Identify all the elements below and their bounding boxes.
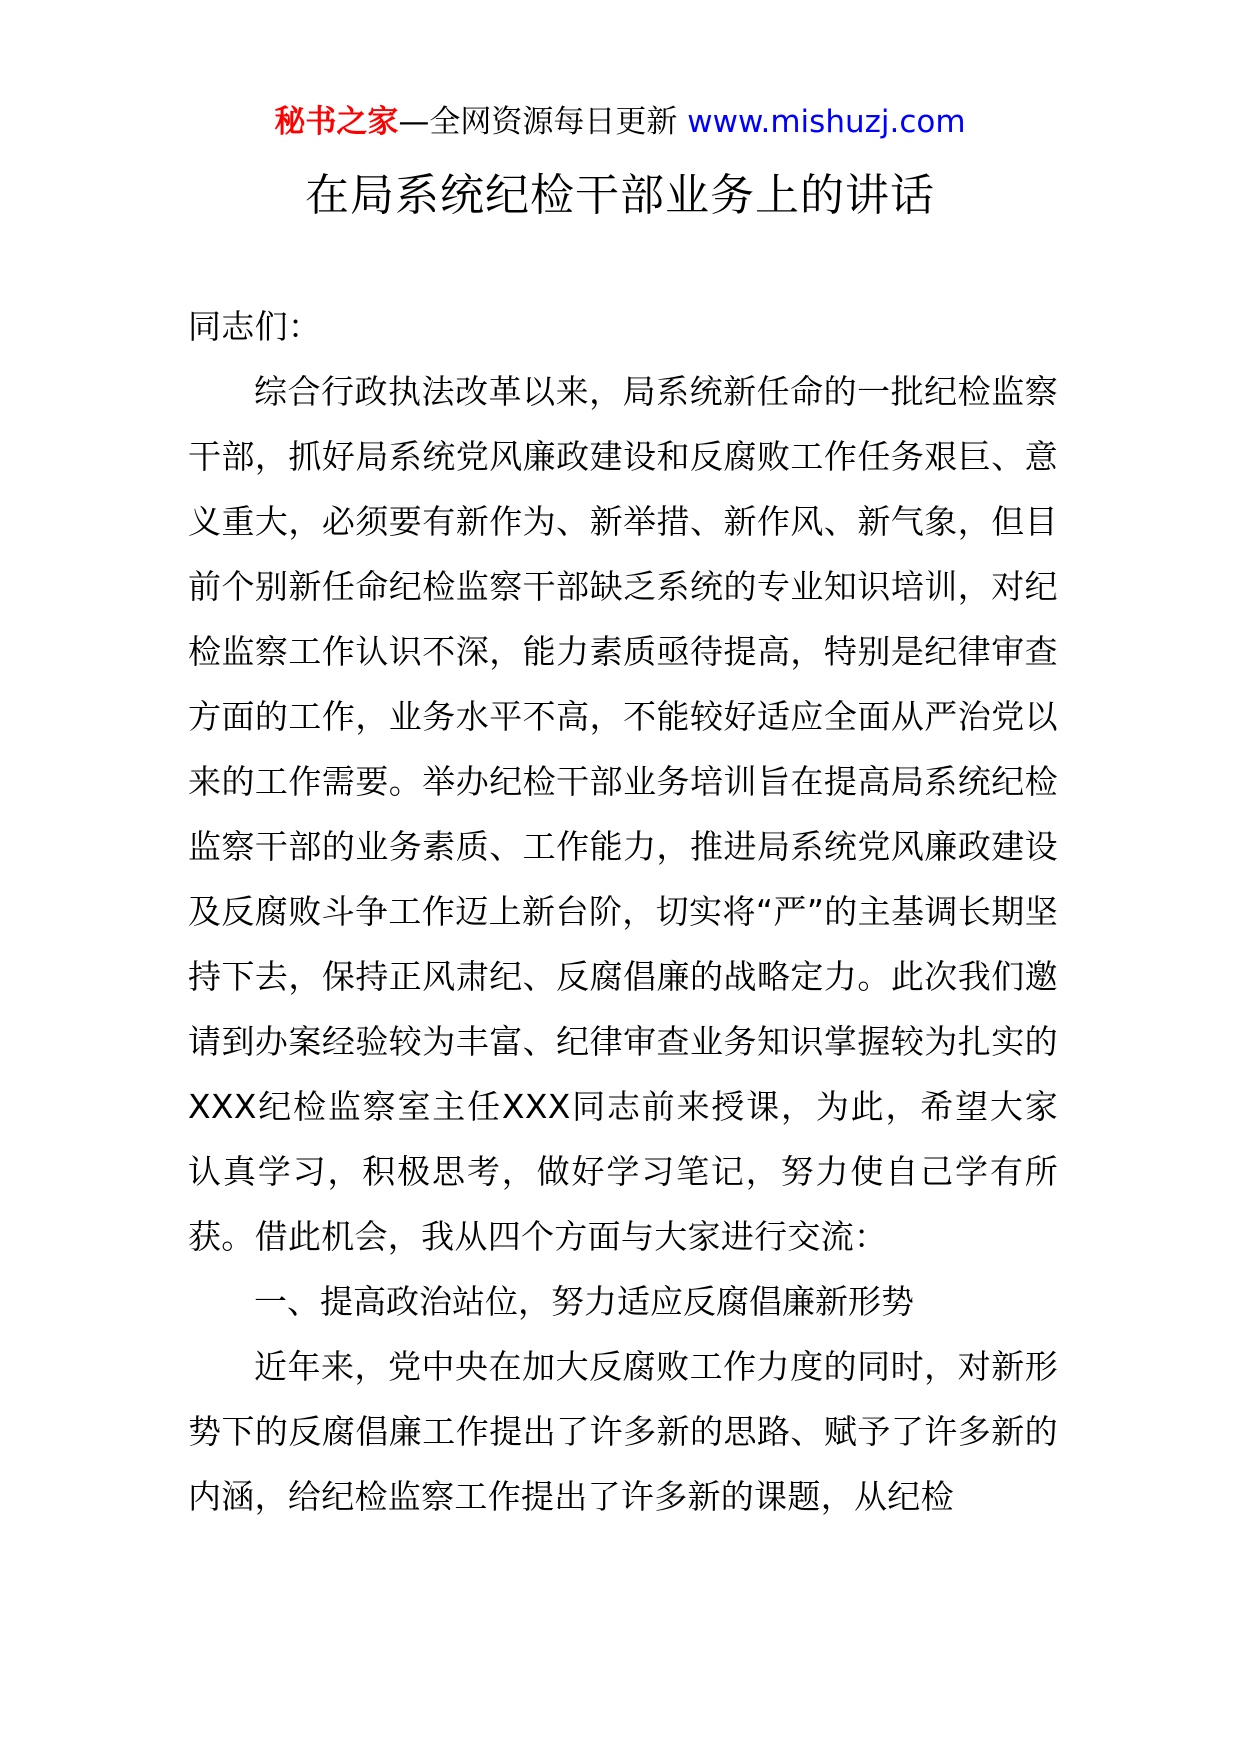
body-paragraph: 综合行政执法改革以来，局系统新任命的一批纪检监察干部，抓好局系统党风廉政建设和反腐败工作任务艰巨、意义重大，必须要有新作为、新举措、新作风、新气象，但目前个别新任命纪检监察干部缺乏系统的专业知识培训，对纪检监察工作认识不深，能力素质亟待提高，特别是纪律审查方面的工作，业务水平不高，不能较好适应全面从严治党以来的工作需要。举办纪检干部业务培训旨在提高局系统纪检监察干部的业务素质、工作能力，推进局系统党风廉政建设及反腐败斗争工作迈上新台阶，切实将“严”的主基调长期坚持下去，保持正风肃纪、反腐倡廉的战略定力。此次我们邀请到办案经验较为丰富、纪律审查业务知识掌握较为扎实的XXX纪检监察室主任XXX同志前来授课，为此，希望大家认真学习，积极思考，做好学习笔记，努力使自己学有所获。借此机会，我从四个方面与大家进行交流： (188, 372, 1058, 1256)
document-body (188, 294, 1058, 1529)
document-title: 在局系统纪检干部业务上的讲话 (305, 170, 935, 221)
brand-name: 秘书之家 (274, 104, 399, 140)
section-heading: 一、提高政治站位，努力适应反腐倡廉新形势 (254, 1282, 914, 1321)
section-paragraph: 近年来，党中央在加大反腐败工作力度的同时，对新形势下的反腐倡廉工作提出了许多新的思路、赋予了许多新的内涵，给纪检监察工作提出了许多新的课题，从纪检 (188, 1347, 1058, 1516)
salutation: 同志们： (188, 307, 322, 346)
brand-slogan: —全网资源每日更新 (398, 104, 678, 140)
site-url-link[interactable]: www.mishuzj.com (687, 104, 966, 140)
site-banner (0, 100, 1240, 144)
